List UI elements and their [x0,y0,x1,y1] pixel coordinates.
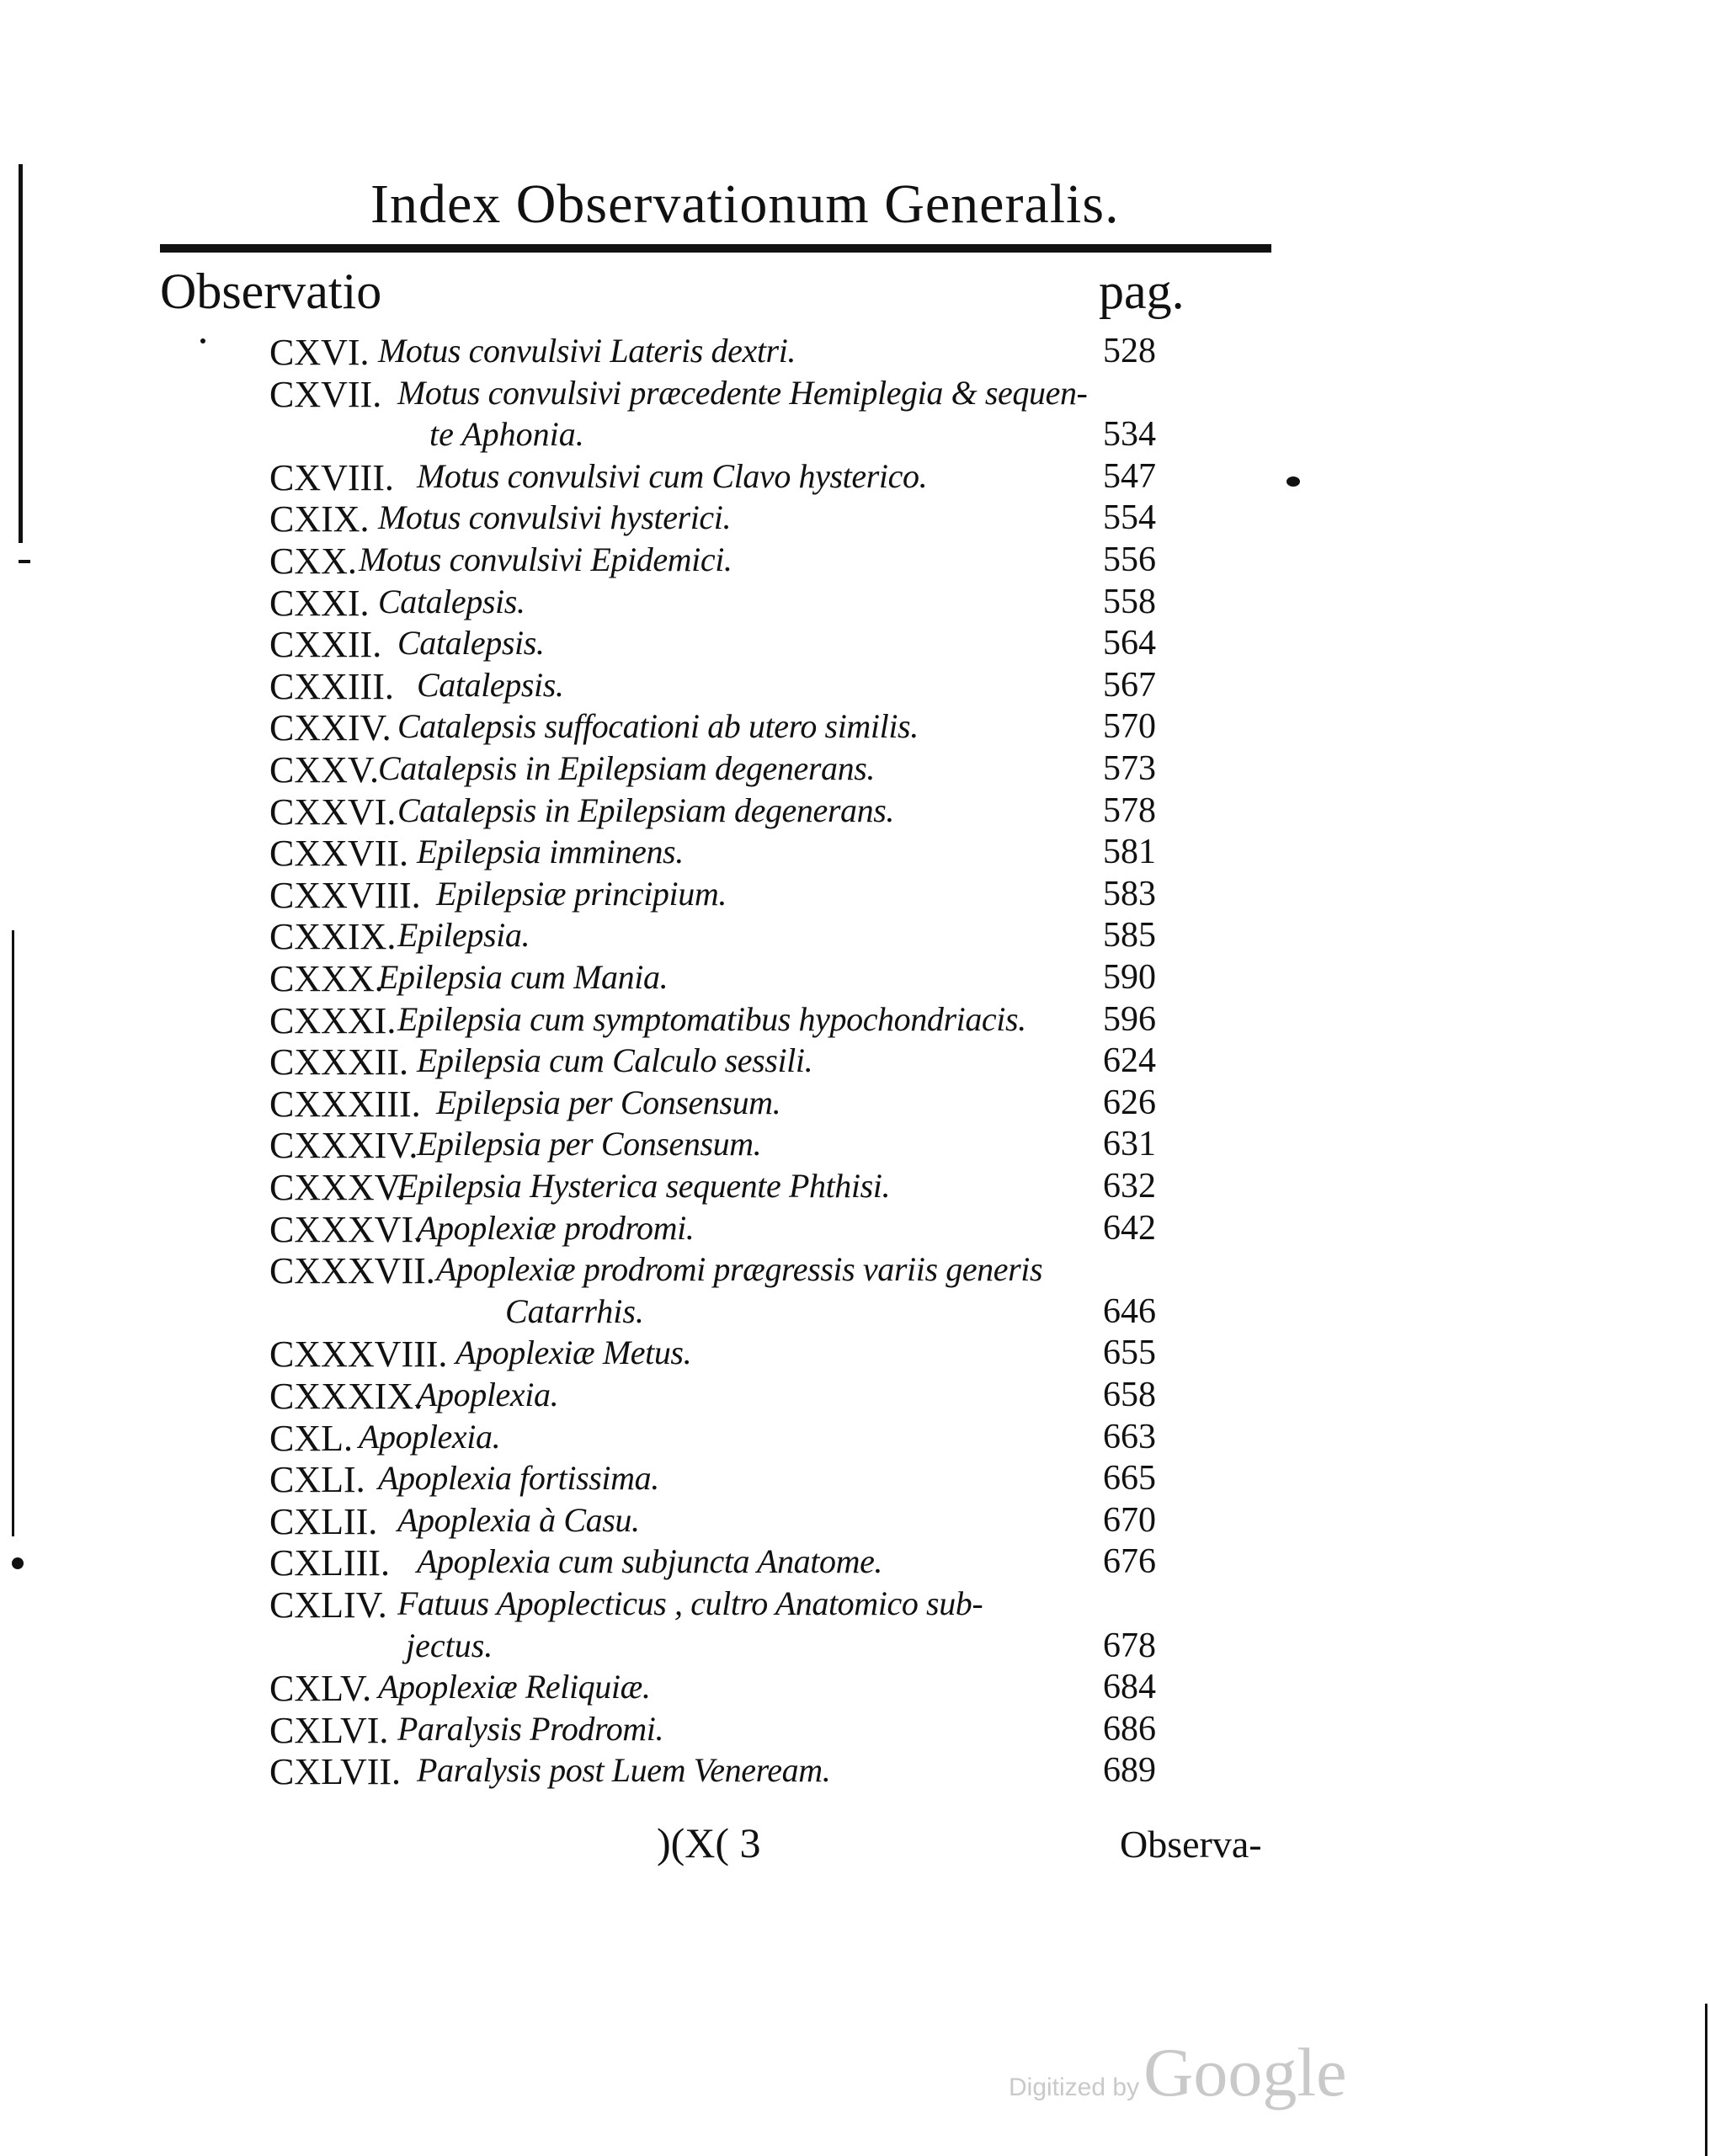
index-entry [0,1208,1710,1250]
index-entry [0,1541,1710,1584]
entry-title: Catalepsis. [397,624,545,663]
entry-title: Epilepsia imminens. [417,833,684,871]
column-label-observatio: Observatio [160,264,382,319]
entry-number: CXXIX. [269,916,397,958]
entry-page: 646 [1103,1291,1156,1331]
entry-page: 547 [1103,456,1156,496]
entry-number: CXIX. [269,498,370,540]
entry-title: Motus convulsivi Epidemici. [359,540,732,578]
column-label-pag: pag. [1099,264,1185,319]
entry-number: CXXXIII. [269,1083,421,1125]
watermark-prefix: Digitized by [1009,2073,1140,2101]
index-entry [0,582,1710,624]
index-entry [0,1584,1710,1665]
entry-page: 583 [1103,874,1156,913]
entry-title: Epilepsia per Consensum. [417,1125,762,1163]
entry-page: 689 [1103,1751,1156,1791]
index-entry [0,748,1710,791]
entry-page: 684 [1103,1668,1156,1707]
entry-number: CXLVI. [269,1709,389,1751]
entry-number: CXXVII. [269,833,408,875]
entry-title: Apoplexiæ Metus. [455,1334,692,1372]
entry-title: Paralysis post Luem Veneream. [417,1751,831,1790]
entry-number: CXXV. [269,749,380,791]
index-entry [0,1041,1710,1083]
index-entry [0,1709,1710,1751]
entry-page: 655 [1103,1334,1156,1373]
index-entry [0,957,1710,999]
entry-number: CXXXV. [269,1167,406,1208]
index-entry [0,1083,1710,1125]
entry-number: CXVII. [269,373,382,415]
entry-page: 663 [1103,1417,1156,1456]
entry-page: 631 [1103,1125,1156,1164]
entry-page: 642 [1103,1208,1156,1248]
entry-title: Apoplexiæ prodromi prægressis variis generis [436,1250,1043,1289]
entry-number: CXXXI. [269,999,397,1041]
entry-title: Motus convulsivi Lateris dextri. [378,332,796,370]
entry-number: CXXIII. [269,665,394,707]
entry-title: Paralysis Prodromi. [397,1709,664,1748]
ink-dot [200,338,205,343]
index-entry [0,665,1710,707]
entry-title: Motus convulsivi præcedente Hemiplegia & sequen- [397,373,1088,412]
entry-page: 573 [1103,749,1156,788]
entry-page: 564 [1103,624,1156,663]
entry-title: Catalepsis in Epilepsiam degenerans. [397,791,894,829]
entry-title: Catalepsis suffocationi ab utero similis. [397,707,919,746]
entry-title: Apoplexia. [417,1376,559,1413]
entry-number: CXLII. [269,1500,378,1542]
entry-title-continuation: jectus. [406,1626,493,1664]
margin-line-mark [19,164,23,543]
entry-number: CXVI. [269,332,370,373]
entry-title: Catalepsis. [378,582,525,620]
index-entry [0,498,1710,540]
index-entry [0,623,1710,665]
entry-title: Apoplexia cum subjuncta Anatome. [417,1542,883,1581]
entry-title: Epilepsiæ principium. [436,874,727,913]
entry-page: 528 [1103,332,1156,370]
entry-page: 554 [1103,498,1156,538]
entry-title: Motus convulsivi hysterici. [378,498,732,537]
index-entry [0,832,1710,874]
page-title: Index Observationum Generalis. [370,173,1120,235]
index-entry [0,915,1710,957]
ink-dot [12,1557,24,1569]
entry-page: 534 [1103,415,1156,455]
index-entry [0,540,1710,582]
entry-number: CXXI. [269,582,370,624]
entry-number: CXL. [269,1417,353,1459]
entry-page: 585 [1103,916,1156,956]
entry-page: 558 [1103,582,1156,621]
index-entry [0,1124,1710,1166]
entry-page: 590 [1103,958,1156,997]
entry-number: CXLI. [269,1459,365,1501]
entry-page: 556 [1103,540,1156,579]
entry-title-continuation: Catarrhis. [505,1291,644,1330]
entry-number: CXXX. [269,958,384,999]
entry-title: Fatuus Apoplecticus , cultro Anatomico sub- [397,1584,983,1622]
entry-number: CXLVII. [269,1751,402,1793]
entry-number: CXXXIV. [269,1125,418,1167]
index-entry [0,1667,1710,1709]
entry-title: Epilepsia per Consensum. [436,1083,781,1121]
index-entry [0,1333,1710,1375]
entry-page: 632 [1103,1167,1156,1206]
entry-number: CXXXIX. [269,1376,424,1417]
ink-dot [1286,476,1300,487]
entry-number: CXXXVII. [269,1250,435,1292]
index-entry [0,791,1710,833]
index-entry [0,373,1710,455]
entry-title: Catalepsis. [417,665,564,704]
ink-dot [19,560,30,563]
entry-page: 578 [1103,791,1156,830]
entry-number: CXXVIII. [269,874,421,916]
entry-title: Apoplexia à Casu. [397,1500,640,1539]
entry-page: 686 [1103,1709,1156,1749]
index-entry [0,1166,1710,1208]
catchword: Observa- [1120,1823,1262,1866]
entry-page: 665 [1103,1459,1156,1499]
entry-title: Epilepsia cum symptomatibus hypochondriacis. [397,999,1026,1038]
entry-page: 567 [1103,665,1156,705]
index-entry [0,1249,1710,1331]
entry-number: CXLIII. [269,1542,390,1584]
entry-number: CXLV. [269,1668,372,1710]
entry-title: Epilepsia Hysterica sequente Phthisi. [397,1167,891,1205]
signature-mark: )(X( 3 [657,1819,761,1866]
entry-page: 596 [1103,999,1156,1039]
entry-title: Motus convulsivi cum Clavo hysterico. [417,456,928,495]
entry-page: 624 [1103,1041,1156,1081]
entry-page: 581 [1103,833,1156,872]
entry-title: Catalepsis in Epilepsiam degenerans. [378,749,875,787]
entry-page: 670 [1103,1500,1156,1540]
entry-number: CXXIV. [269,707,392,749]
entry-title: Epilepsia cum Mania. [378,958,669,996]
index-entry [0,874,1710,916]
index-entry [0,1417,1710,1459]
index-entry [0,1458,1710,1500]
entry-title-continuation: te Aphonia. [429,415,584,454]
index-entry [0,1500,1710,1542]
entry-page: 678 [1103,1626,1156,1665]
margin-line-mark [12,930,14,1536]
entry-number: CXXXII. [269,1041,408,1083]
watermark-brand-logo: Google [1143,2034,1347,2111]
index-entry [0,999,1710,1041]
entry-title: Epilepsia. [397,916,530,955]
entry-page: 658 [1103,1376,1156,1414]
entry-number: CXXVI. [269,791,397,833]
entry-title: Apoplexiæ prodromi. [417,1208,695,1247]
entry-number: CXVIII. [269,456,394,498]
margin-line-mark [1705,2004,1707,2156]
entry-page: 676 [1103,1542,1156,1582]
entry-title: Apoplexia fortissima. [378,1459,659,1498]
entry-number: CXXII. [269,624,382,666]
index-entry [0,331,1710,373]
digitization-watermark [1009,2033,1347,2112]
header-rule [160,244,1271,253]
entry-number: CXXXVI. [269,1208,424,1250]
entry-number: CXX. [269,540,357,582]
entry-title: Apoplexia. [359,1417,501,1456]
index-entry [0,1375,1710,1417]
entry-number: CXXXVIII. [269,1334,448,1376]
entry-title: Epilepsia cum Calculo sessili. [417,1041,813,1080]
index-entry [0,1750,1710,1792]
entry-title: Apoplexiæ Reliquiæ. [378,1668,651,1706]
entry-page: 626 [1103,1083,1156,1122]
entry-number: CXLIV. [269,1584,387,1626]
index-entry [0,456,1710,498]
entry-page: 570 [1103,707,1156,747]
index-entry [0,706,1710,748]
